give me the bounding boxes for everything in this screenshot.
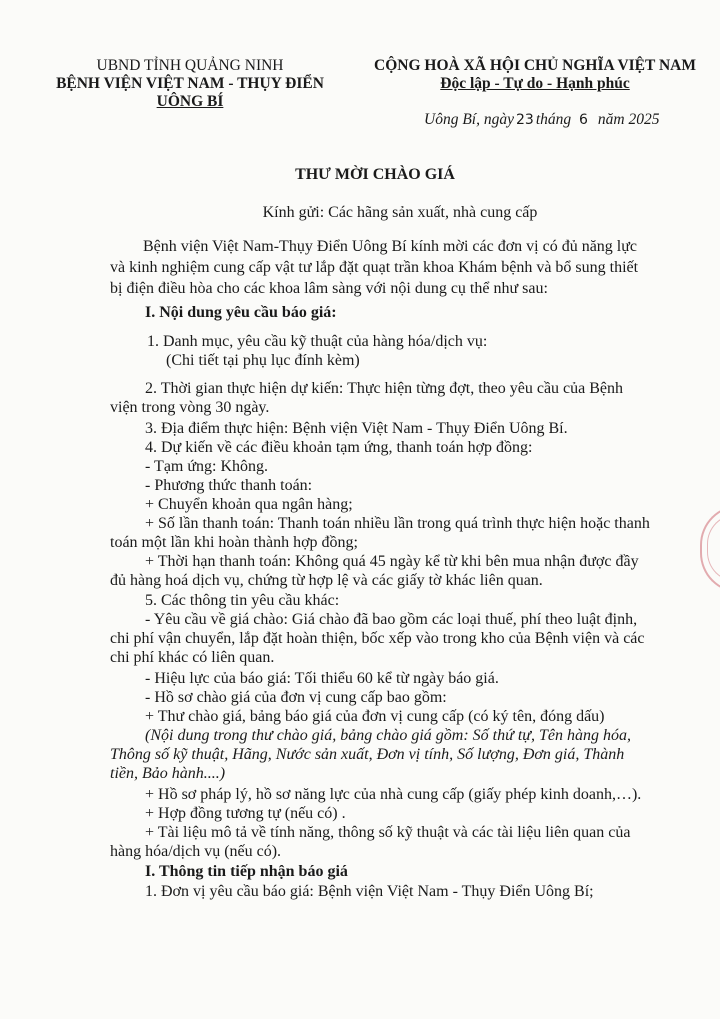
- item-4-transfer: + Chuyển khoản qua ngân hàng;: [145, 496, 353, 513]
- item-4-times-line-2: toán một lần khi hoàn thành hợp đồng;: [110, 534, 358, 551]
- item-5-price-line-1: - Yêu cầu về giá chào: Giá chào đã bao gồm các loại thuế, phí theo luật định,: [145, 611, 638, 628]
- intro-line-1: Bệnh viện Việt Nam-Thụy Điển Uông Bí kính mời các đơn vị có đủ năng lực: [143, 238, 638, 255]
- document-title: THƯ MỜI CHÀO GIÁ: [295, 166, 455, 183]
- item-4-deadline-line-1: + Thời hạn thanh toán: Không quá 45 ngày kể từ khi bên mua nhận được đầy: [145, 553, 639, 570]
- hospital-name-line2-text: UÔNG BÍ: [156, 93, 224, 110]
- date-month: 6: [579, 112, 588, 128]
- item-5-letter-note-line-1: (Nội dung trong thư chào giá, bảng chào giá gồm: Số thứ tự, Tên hàng hóa,: [145, 727, 632, 744]
- item-5-letter-note-line-3: tiền, Bảo hành....): [110, 765, 226, 782]
- date-place: Uông Bí, ngày: [424, 111, 514, 128]
- hospital-name-line2: [40, 93, 340, 111]
- item-5-price-line-3: chi phí khác có liên quan.: [110, 649, 275, 666]
- intro-line-2: và kinh nghiệm cung cấp vật tư lắp đặt quạt trần khoa Khám bệnh và bổ sung thiết: [110, 259, 639, 276]
- national-motto: [365, 75, 705, 93]
- date-day: 23: [515, 112, 534, 128]
- item-4-deadline-line-2: đủ hàng hoá dịch vụ, chứng từ hợp lệ và các giấy tờ khác liên quan.: [110, 572, 543, 589]
- item-1-title: 1. Danh mục, yêu cầu kỹ thuật của hàng hóa/dịch vụ:: [147, 333, 488, 350]
- date-month-label: tháng: [535, 111, 572, 128]
- section-heading-1: I. Nội dung yêu cầu báo giá:: [145, 304, 337, 321]
- item-5-letter: + Thư chào giá, bảng báo giá của đơn vị cung cấp (có ký tên, đóng dấu): [145, 708, 605, 725]
- item-5: 5. Các thông tin yêu cầu khác:: [145, 592, 340, 609]
- item-4-method: - Phương thức thanh toán:: [145, 477, 313, 494]
- date-year: năm 2025: [597, 111, 660, 128]
- item-2-line-2: viện trong vòng 30 ngày.: [110, 399, 270, 416]
- item-5-price-line-2: chi phí vận chuyển, lắp đặt hoàn thiện, bốc xếp vào trong kho của Bệnh viện và các: [110, 630, 645, 647]
- item-5-legal: + Hồ sơ pháp lý, hồ sơ năng lực của nhà cung cấp (giấy phép kinh doanh,…).: [145, 786, 642, 803]
- item-5-contract: + Hợp đồng tương tự (nếu có) .: [145, 805, 346, 822]
- item-5-validity: - Hiệu lực của báo giá: Tối thiểu 60 kể từ ngày báo giá.: [145, 670, 499, 687]
- item-3: 3. Địa điểm thực hiện: Bệnh viện Việt Nam - Thụy Điển Uông Bí.: [145, 420, 568, 437]
- section-heading-2: I. Thông tin tiếp nhận báo giá: [145, 863, 348, 880]
- item-5-docs-line-2: hàng hóa/dịch vụ (nếu có).: [110, 843, 282, 860]
- national-motto-text: Độc lập - Tự do - Hạnh phúc: [440, 75, 630, 92]
- item-1-note: (Chi tiết tại phụ lục đính kèm): [166, 352, 360, 369]
- item-2-line-1: 2. Thời gian thực hiện dự kiến: Thực hiện từng đợt, theo yêu cầu của Bệnh: [145, 380, 624, 397]
- section-2-item-1: 1. Đơn vị yêu cầu báo giá: Bệnh viện Việt Nam - Thụy Điển Uông Bí;: [145, 883, 594, 900]
- item-5-docs-line-1: + Tài liệu mô tả về tính năng, thông số kỹ thuật và các tài liệu liên quan của: [145, 824, 631, 841]
- item-4-advance: - Tạm ứng: Không.: [145, 458, 269, 475]
- org-name: UBND TỈNH QUẢNG NINH: [96, 57, 284, 74]
- country-name: CỘNG HOÀ XÃ HỘI CHỦ NGHĨA VIỆT NAM: [374, 57, 696, 74]
- item-4: 4. Dự kiến về các điều khoản tạm ứng, thanh toán hợp đồng:: [145, 439, 533, 456]
- item-4-times-line-1: + Số lần thanh toán: Thanh toán nhiều lần trong quá trình thực hiện hoặc thanh: [145, 515, 650, 532]
- hospital-name: BỆNH VIỆN VIỆT NAM - THỤY ĐIỂN: [56, 75, 324, 92]
- document-date: [424, 111, 660, 129]
- salutation: Kính gửi: Các hãng sản xuất, nhà cung cấp: [262, 204, 538, 221]
- item-5-dossier: - Hồ sơ chào giá của đơn vị cung cấp bao gồm:: [145, 689, 447, 706]
- intro-line-3: bị điện điều hòa cho các khoa lâm sàng với nội dung cụ thể như sau:: [110, 280, 548, 297]
- item-5-letter-note-line-2: Thông số kỹ thuật, Hãng, Nước sản xuất, Đơn vị tính, Số lượng, Đơn giá, Thành: [110, 746, 625, 763]
